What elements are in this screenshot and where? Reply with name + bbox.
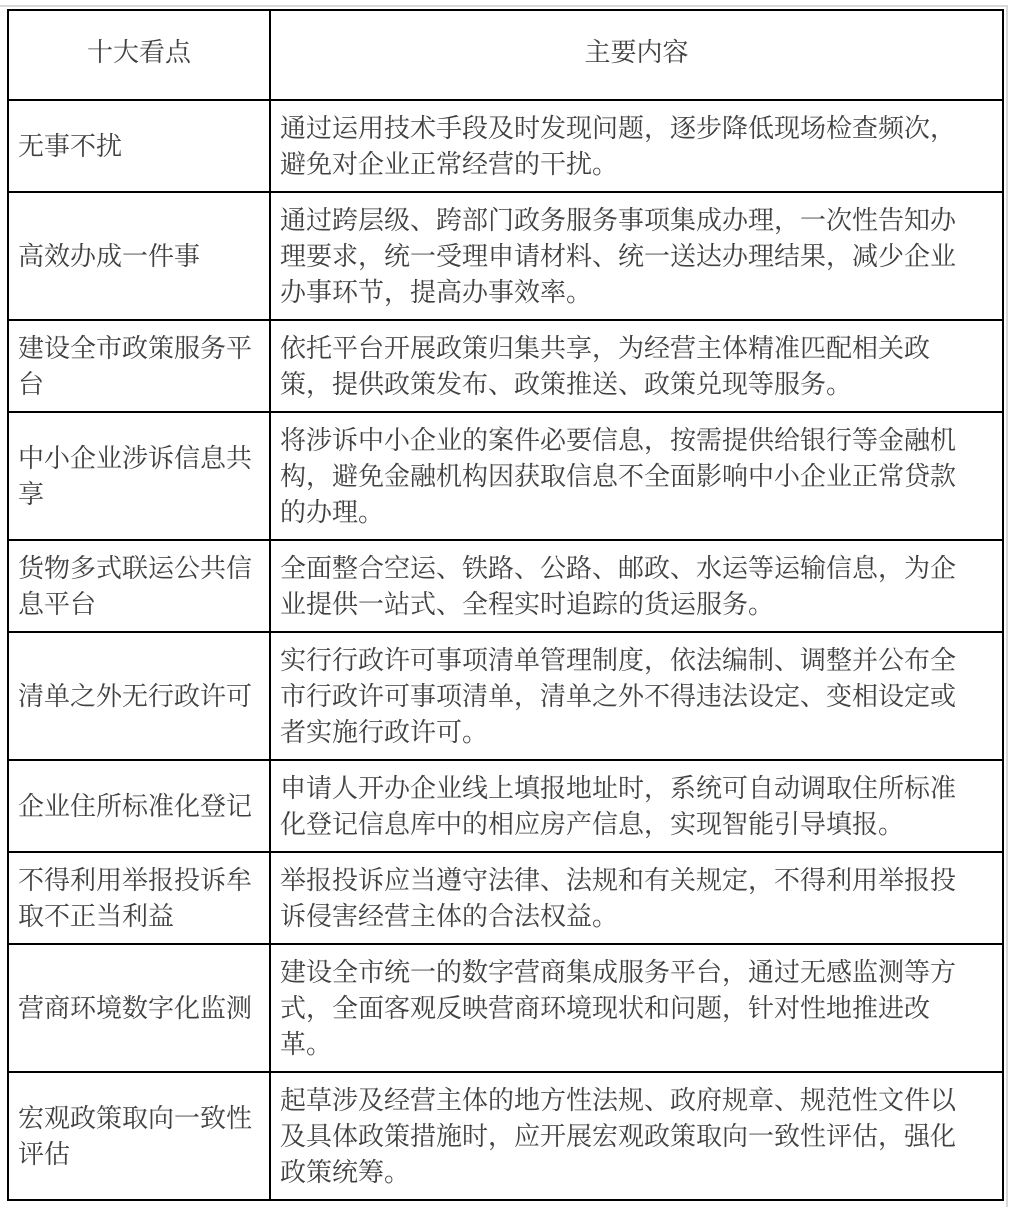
content-cell: 申请人开办企业线上填报地址时，系统可自动调取住所标准化登记信息库中的相应房产信息，实现智能引导填报。: [270, 760, 1003, 852]
highlight-cell: 清单之外无行政许可: [8, 632, 270, 760]
column-header-highlights: 十大看点: [8, 10, 270, 100]
table-row: [8, 944, 1003, 1072]
highlight-cell: 企业住所标准化登记: [8, 760, 270, 852]
highlight-cell: 无事不扰: [8, 100, 270, 192]
highlight-cell: 不得利用举报投诉牟取不正当利益: [8, 852, 270, 944]
highlights-table: [7, 9, 1004, 1201]
highlight-cell: 货物多式联运公共信息平台: [8, 540, 270, 632]
table-body: [8, 100, 1003, 1200]
content-cell: 将涉诉中小企业的案件必要信息，按需提供给银行等金融机构，避免金融机构因获取信息不全面影响中小企业正常贷款的办理。: [270, 412, 1003, 540]
table-row: [8, 1072, 1003, 1200]
table-row: [8, 540, 1003, 632]
content-cell: 依托平台开展政策归集共享，为经营主体精准匹配相关政策，提供政策发布、政策推送、政策兑现等服务。: [270, 320, 1003, 412]
content-cell: 通过运用技术手段及时发现问题，逐步降低现场检查频次，避免对企业正常经营的干扰。: [270, 100, 1003, 192]
table-row: [8, 632, 1003, 760]
header-row: [8, 10, 1003, 100]
table-row: [8, 760, 1003, 852]
content-cell: 建设全市统一的数字营商集成服务平台，通过无感监测等方式，全面客观反映营商环境现状和问题，针对性地推进改革。: [270, 944, 1003, 1072]
highlight-cell: 营商环境数字化监测: [8, 944, 270, 1072]
content-cell: 全面整合空运、铁路、公路、邮政、水运等运输信息，为企业提供一站式、全程实时追踪的货运服务。: [270, 540, 1003, 632]
highlight-cell: 建设全市政策服务平台: [8, 320, 270, 412]
table-row: [8, 192, 1003, 320]
table-row: [8, 100, 1003, 192]
table-row: [8, 412, 1003, 540]
highlight-cell: 高效办成一件事: [8, 192, 270, 320]
content-cell: 举报投诉应当遵守法律、法规和有关规定，不得利用举报投诉侵害经营主体的合法权益。: [270, 852, 1003, 944]
column-header-content: 主要内容: [270, 10, 1003, 100]
table-row: [8, 320, 1003, 412]
content-cell: 起草涉及经营主体的地方性法规、政府规章、规范性文件以及具体政策措施时，应开展宏观政策取向一致性评估，强化政策统筹。: [270, 1072, 1003, 1200]
table-row: [8, 852, 1003, 944]
highlight-cell: 宏观政策取向一致性评估: [8, 1072, 270, 1200]
content-cell: 实行行政许可事项清单管理制度，依法编制、调整并公布全市行政许可事项清单，清单之外不得违法设定、变相设定或者实施行政许可。: [270, 632, 1003, 760]
content-cell: 通过跨层级、跨部门政务服务事项集成办理，一次性告知办理要求，统一受理申请材料、统一送达办理结果，减少企业办事环节，提高办事效率。: [270, 192, 1003, 320]
highlight-cell: 中小企业涉诉信息共享: [8, 412, 270, 540]
